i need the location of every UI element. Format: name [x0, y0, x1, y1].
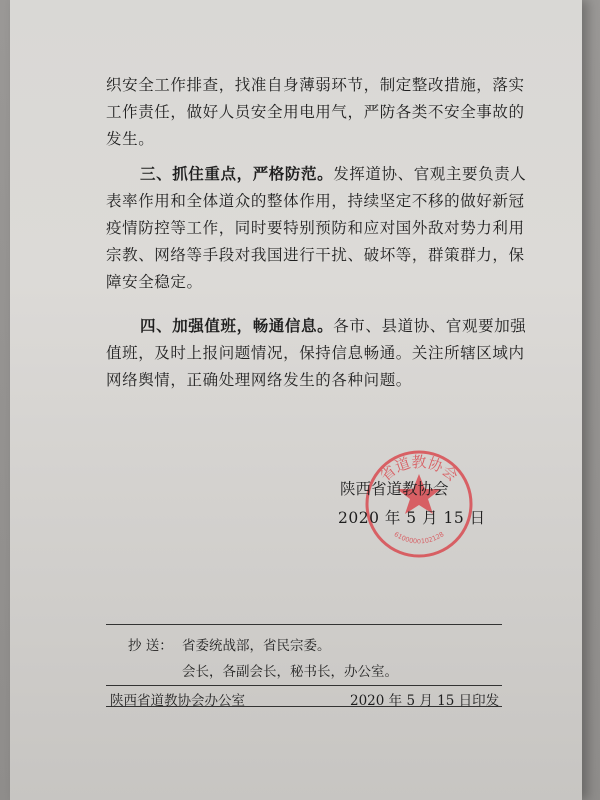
text-line: 疫情防控等工作，同时要特别预防和应对国外敌对势力利用	[106, 219, 525, 237]
issue-date: 2020 年 5 月 15 日印发	[350, 693, 500, 709]
divider	[106, 685, 502, 686]
paragraph-safety-check	[106, 72, 526, 153]
cc-recipients: 会长，各副会长，秘书长，办公室。	[182, 664, 398, 680]
issuer-office: 陕西省道教协会办公室	[110, 693, 245, 709]
paragraph-section-four	[106, 312, 526, 394]
divider	[106, 624, 502, 625]
text-line: 织安全工作排查，找准自身薄弱环节，制定整改措施，落实	[106, 76, 525, 94]
document-page	[10, 0, 582, 800]
text-run: 各市、县道协、官观要加强	[333, 317, 527, 335]
cc-label: 抄 送：	[128, 638, 173, 654]
text-line	[106, 160, 526, 188]
text-line: 宗教、网络等手段对我国进行干扰、破坏等，群策群力，保	[106, 246, 525, 264]
text-run: 发挥道协、官观主要负责人	[333, 165, 527, 183]
signature-date: 2020 年 5 月 15 日	[338, 509, 486, 527]
paragraph-section-three	[106, 160, 526, 296]
text-line: 值班，及时上报问题情况，保持信息畅通。关注所辖区域内	[106, 344, 525, 362]
cc-recipients: 省委统战部，省民宗委。	[182, 638, 331, 654]
official-seal	[354, 444, 484, 564]
text-line	[106, 312, 526, 340]
signature-organization: 陕西省道教协会	[340, 480, 449, 498]
section-heading: 三、抓住重点，严格防范。	[140, 164, 334, 183]
text-line: 网络舆情，正确处理网络发生的各种问题。	[106, 371, 412, 389]
text-line: 障安全稳定。	[106, 273, 203, 291]
seal-code: 6100000102128	[392, 530, 446, 546]
seal-inscription: 省道教协会	[376, 453, 462, 485]
divider	[106, 706, 502, 707]
section-heading: 四、加强值班，畅通信息。	[140, 316, 334, 335]
svg-text:6100000102128	[393, 530, 446, 545]
text-line: 表率作用和全体道众的整体作用，持续坚定不移的做好新冠	[106, 192, 525, 210]
text-line: 发生。	[106, 130, 155, 148]
text-line: 工作责任，做好人员安全用电用气，严防各类不安全事故的	[106, 103, 525, 121]
